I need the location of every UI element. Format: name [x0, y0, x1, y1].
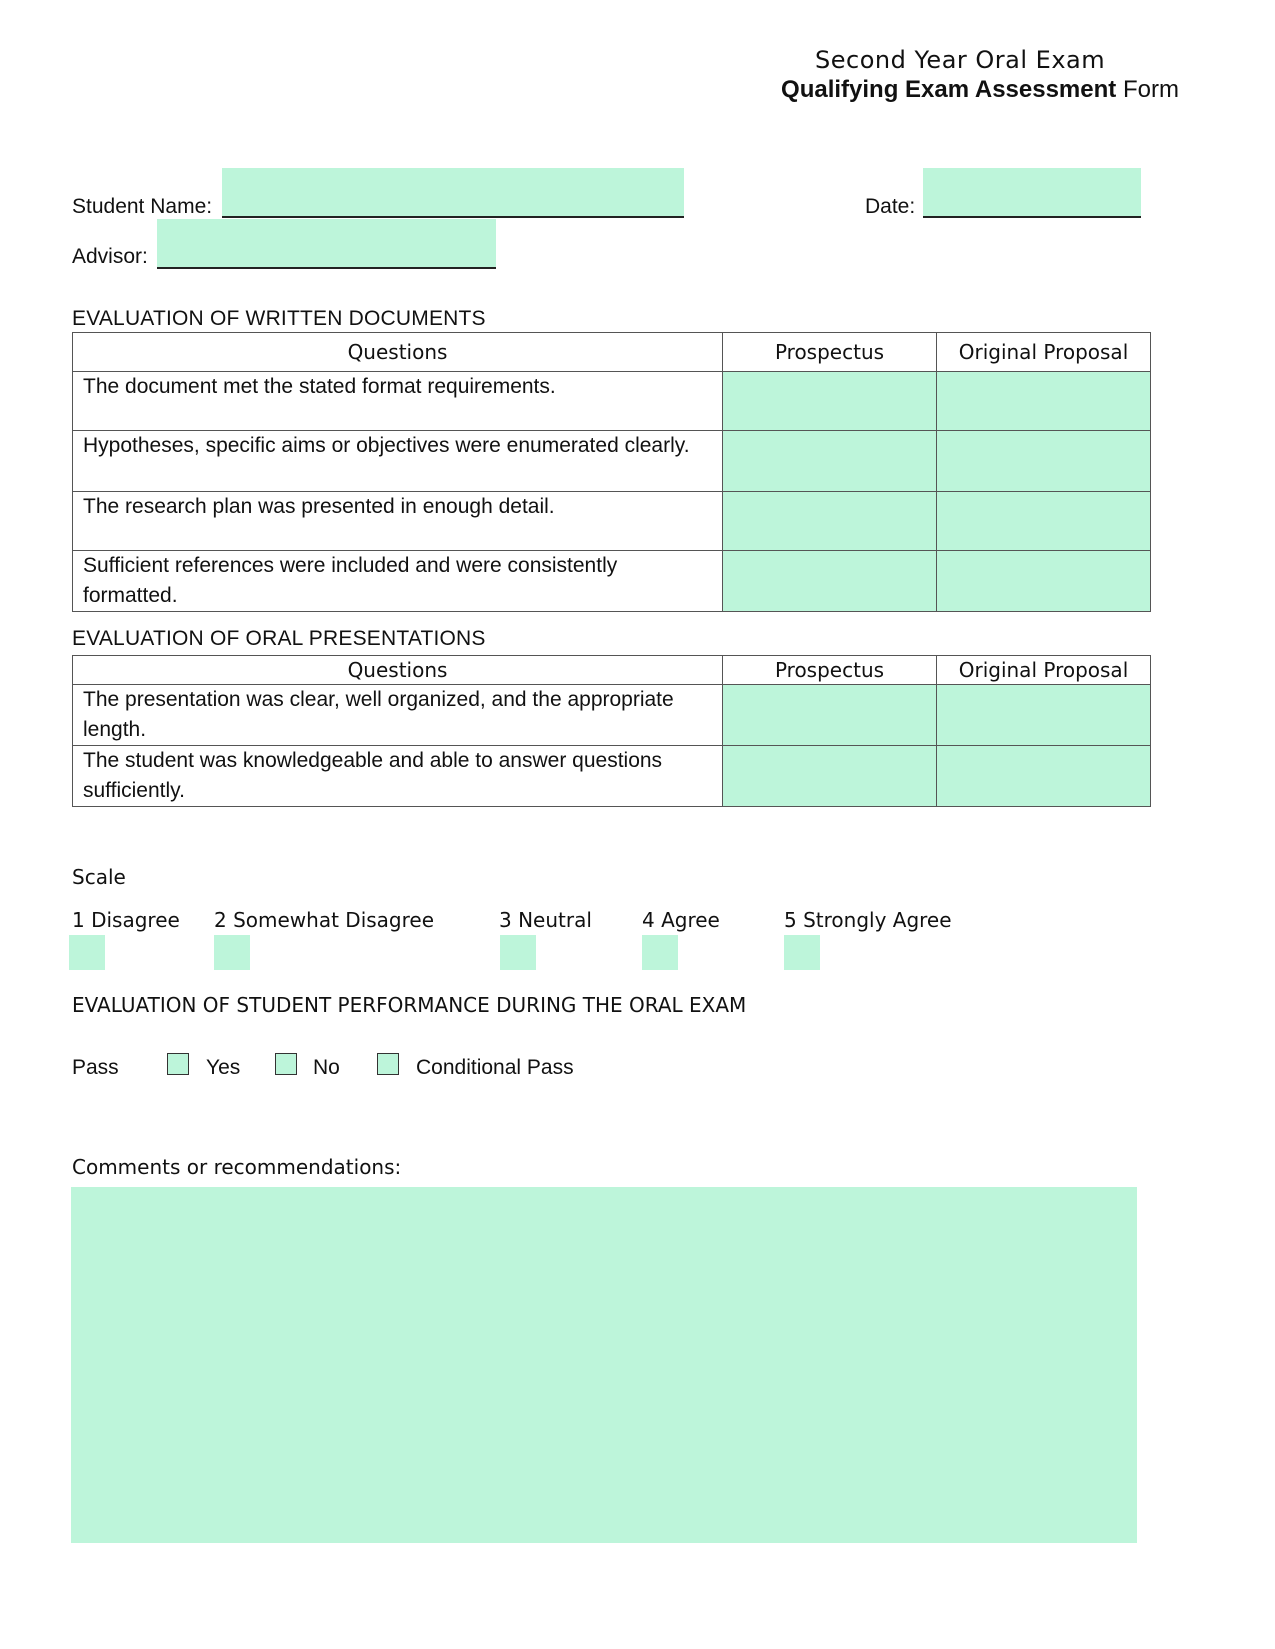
written-header-prospectus: Prospectus	[723, 333, 937, 372]
performance-section-title: EVALUATION OF STUDENT PERFORMANCE DURING THE ORAL EXAM	[72, 993, 747, 1017]
form-title-rest: Form	[1116, 76, 1179, 103]
scale-label-neutral: 3 Neutral	[499, 908, 592, 932]
scale-box-strongly-agree[interactable]	[784, 935, 820, 970]
oral-question: The presentation was clear, well organized, and the appropriate length.	[73, 685, 723, 746]
scale-label-agree: 4 Agree	[642, 908, 720, 932]
prospectus-rating-cell[interactable]	[723, 551, 937, 612]
written-header-row	[73, 333, 1151, 372]
form-title-bold: Qualifying Exam Assessment	[781, 76, 1117, 103]
written-section-title: EVALUATION OF WRITTEN DOCUMENTS	[72, 307, 486, 330]
table-row	[73, 551, 1151, 612]
original-proposal-rating-cell[interactable]	[937, 492, 1151, 551]
pass-label: Pass	[72, 1056, 119, 1079]
table-row	[73, 372, 1151, 431]
oral-header-original-proposal: Original Proposal	[937, 656, 1151, 685]
written-question: The research plan was presented in enough detail.	[73, 492, 723, 551]
table-row	[73, 431, 1151, 492]
written-header-original-proposal: Original Proposal	[937, 333, 1151, 372]
original-proposal-rating-cell[interactable]	[937, 431, 1151, 492]
conditional-pass-label: Conditional Pass	[416, 1056, 574, 1079]
original-proposal-rating-cell[interactable]	[937, 372, 1151, 431]
table-row	[73, 685, 1151, 746]
form-subtitle: Second Year Oral Exam	[815, 46, 1106, 74]
yes-label: Yes	[206, 1056, 241, 1079]
student-name-field[interactable]	[222, 168, 684, 218]
scale-label-disagree: 1 Disagree	[72, 908, 180, 932]
table-row	[73, 492, 1151, 551]
written-question: Sufficient references were included and were consistently formatted.	[73, 551, 723, 612]
no-checkbox[interactable]	[275, 1053, 297, 1075]
conditional-pass-checkbox[interactable]	[377, 1053, 399, 1075]
student-name-label: Student Name:	[72, 195, 213, 218]
table-row	[73, 746, 1151, 807]
scale-box-agree[interactable]	[642, 935, 678, 970]
prospectus-rating-cell[interactable]	[723, 492, 937, 551]
date-field[interactable]	[923, 168, 1141, 218]
oral-table	[72, 655, 1151, 807]
comments-label: Comments or recommendations:	[72, 1155, 402, 1179]
oral-header-questions: Questions	[73, 656, 723, 685]
written-header-questions: Questions	[73, 333, 723, 372]
no-label: No	[313, 1056, 340, 1079]
written-table	[72, 332, 1151, 612]
form-title	[740, 76, 1220, 104]
scale-label-somewhat-disagree: 2 Somewhat Disagree	[214, 908, 435, 932]
prospectus-rating-cell[interactable]	[723, 431, 937, 492]
written-question: The document met the stated format requirements.	[73, 372, 723, 431]
scale-box-neutral[interactable]	[500, 935, 536, 970]
advisor-label: Advisor:	[72, 245, 148, 268]
date-label: Date:	[865, 195, 916, 218]
scale-title: Scale	[72, 865, 126, 889]
original-proposal-rating-cell[interactable]	[937, 685, 1151, 746]
oral-header-row	[73, 656, 1151, 685]
prospectus-rating-cell[interactable]	[723, 372, 937, 431]
scale-box-disagree[interactable]	[69, 935, 105, 970]
oral-question: The student was knowledgeable and able to answer questions sufficiently.	[73, 746, 723, 807]
oral-header-prospectus: Prospectus	[723, 656, 937, 685]
scale-label-strongly-agree: 5 Strongly Agree	[784, 908, 952, 932]
written-question: Hypotheses, specific aims or objectives were enumerated clearly.	[73, 431, 723, 492]
scale-box-somewhat-disagree[interactable]	[214, 935, 250, 970]
yes-checkbox[interactable]	[167, 1053, 189, 1075]
advisor-field[interactable]	[157, 219, 496, 269]
prospectus-rating-cell[interactable]	[723, 685, 937, 746]
oral-section-title: EVALUATION OF ORAL PRESENTATIONS	[72, 627, 486, 650]
prospectus-rating-cell[interactable]	[723, 746, 937, 807]
comments-textarea[interactable]	[71, 1187, 1137, 1543]
original-proposal-rating-cell[interactable]	[937, 746, 1151, 807]
original-proposal-rating-cell[interactable]	[937, 551, 1151, 612]
